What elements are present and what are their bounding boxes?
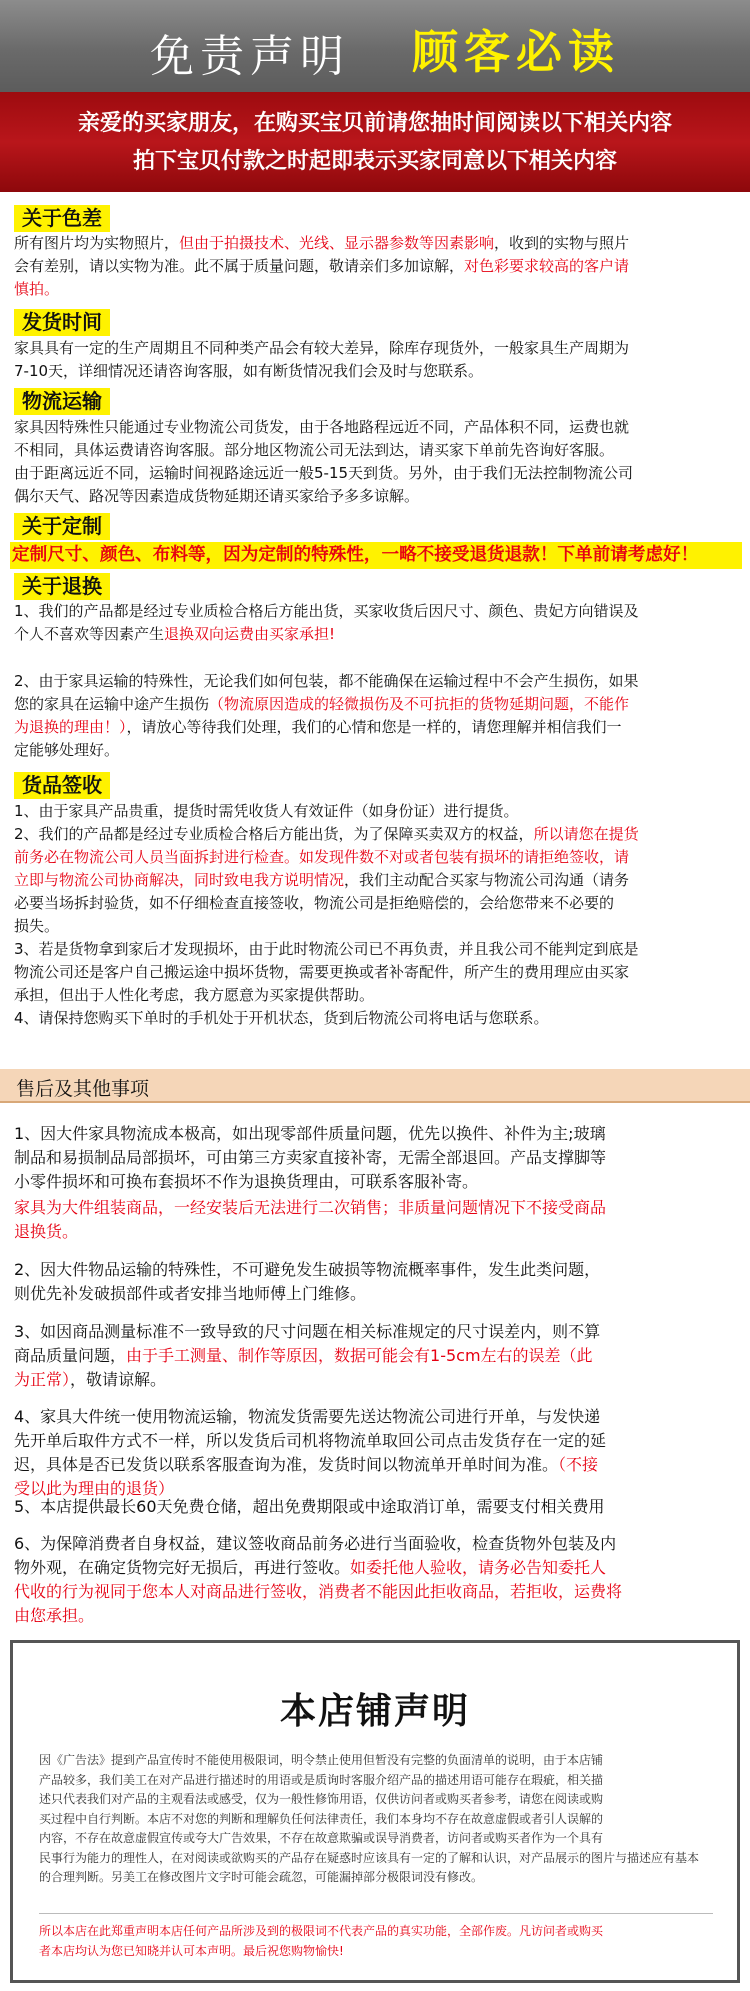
store-line-7: 的合理判断。另美工在修改图片文字时可能会疏忽，可能漏掉部分极限词没有修改。 (39, 1870, 484, 1884)
aftersale-3-line-2: 商品质量问题，由于手工测量、制作等原因，数据可能会有1-5cm左右的误差（此 (14, 1346, 593, 1365)
logistics-line-2: 不相同，具体运费请咨询客服。部分地区物流公司无法到达，请买家下单前先咨询好客服。 (14, 441, 615, 459)
aftersale-notice (14, 1196, 738, 1244)
store-line-4: 买过程中自行判断。本店不对您的判断和理解负任何法律责任，我们本身均不存在故意虚假或者引人误解的 (39, 1811, 604, 1826)
header-must-read-title: 顾客必读 (412, 25, 620, 79)
section-tag-ship: 发货时间 (14, 309, 110, 336)
aftersale-item-1 (14, 1122, 738, 1194)
section-tag-return: 关于退换 (14, 573, 110, 600)
aftersale-4-line-3: 迟，具体是否已发货以联系客服查询为准，发货时间以物流单开单时间为准。（不接 (14, 1455, 599, 1474)
return-p2-line-4: 定能够处理好。 (14, 741, 120, 759)
sign-line-3: 前务必在物流公司人员当面拆封进行检查。如发现件数不对或者包装有损坏的请拒绝签收，请 (14, 848, 630, 866)
intro-line-2: 拍下宝贝付款之时起即表示买家同意以下相关内容 (132, 149, 617, 174)
sign-line-10: 4、请保持您购买下单时的手机处于开机状态，货到后物流公司将电话与您联系。 (14, 1009, 549, 1027)
color-line-1: 所有图片均为实物照片，但由于拍摄技术、光线、显示器参数等因素影响，收到的实物与照片 (14, 234, 630, 252)
store-line-1: 因《广告法》提到产品宣传时不能使用极限词，明令禁止使用但暂没有完整的负面清单的说明，由于本店铺 (39, 1753, 604, 1767)
aftersale-1-line-3: 小零件损坏和可换布套损坏不作为退换货理由，可联系客服补寄。 (14, 1172, 479, 1191)
aftersale-item-5 (14, 1495, 738, 1519)
return-p2-line-1: 2、由于家具运输的特殊性，无论我们如何包装，都不能确保在运输过程中不会产生损伤，如果 (14, 672, 639, 690)
return-p2-line-3: 为退换的理由！），请放心等待我们处理，我们的心情和您是一样的，请您理解并相信我们一 (14, 718, 622, 736)
section-tag-logistics: 物流运输 (14, 388, 110, 415)
store-line-5: 内容，不存在故意虚假宣传或夸大广告效果，不存在故意欺骗或误导消费者，访问者或购买者作为一个具有 (39, 1831, 604, 1845)
sign-line-8: 物流公司还是客户自己搬运途中损坏货物，需要更换或者补寄配件，所产生的费用理应由买家 (14, 963, 630, 981)
section-return-text-2 (14, 670, 738, 762)
intro-line-1: 亲爱的买家朋友，在购买宝贝前请您抽时间阅读以下相关内容 (77, 111, 672, 136)
aftersale-3-line-3: 为正常），敬请谅解。 (14, 1370, 167, 1389)
aftersale-6-line-2: 物外观，在确定货物完好无损后，再进行签收。如委托他人验收，请务必告知委托人 (14, 1558, 607, 1577)
aftersale-6-line-4: 由您承担。 (14, 1606, 95, 1625)
section-sign-text (14, 800, 738, 1030)
section-tag-color: 关于色差 (14, 205, 110, 232)
aftersale-notice-line-2: 退换货。 (14, 1222, 79, 1241)
aftersale-6-line-3: 代收的行为视同于您本人对商品进行签收，消费者不能因此拒收商品，若拒收，运费将 (14, 1582, 623, 1601)
return-p2-line-2: 您的家具在运输中途产生损伤（物流原因造成的轻微损伤及不可抗拒的货物延期问题，不能作 (14, 695, 630, 713)
aftersale-item-6 (14, 1532, 738, 1628)
aftersale-2-line-1: 2、因大件物品运输的特殊性，不可避免发生破损等物流概率事件，发生此类问题， (14, 1260, 601, 1279)
aftersale-4-line-2: 先开单后取件方式不一样，所以发货后司机将物流单取回公司点击发货存在一定的延 (14, 1431, 607, 1450)
header-disclaimer-title: 免责声明 (150, 31, 350, 82)
logistics-line-1: 家具因特殊性只能通过专业物流公司货发，由于各地路程远近不同，产品体积不同，运费也就 (14, 418, 630, 436)
aftersale-1-line-2: 制品和易损制品局部损坏，可由第三方卖家直接补寄，无需全部退回。产品支撑脚等 (14, 1148, 607, 1167)
store-statement-title: 本店铺声明 (279, 1691, 470, 1732)
store-statement-box (10, 1640, 740, 1983)
store-line-6: 民事行为能力的理性人，在对阅读或欲购买的产品存在疑惑时应该具有一定的了解和认识，对产品展示的图片与描述应有基本 (39, 1850, 700, 1865)
ship-line-1: 家具具有一定的生产周期且不同种类产品会有较大差异，除库存现货外，一般家具生产周期为 (14, 339, 630, 357)
aftersale-item-3 (14, 1320, 738, 1392)
aftersale-5-line-1: 5、本店提供最长60天免费仓储，超出免费期限或中途取消订单，需要支付相关费用 (14, 1497, 605, 1516)
color-line-2: 会有差别，请以实物为准。此不属于质量问题，敬请亲们多加谅解，对色彩要求较高的客户请 (14, 257, 630, 275)
aftersale-2-line-2: 则优先补发破损部件或者安排当地师傅上门维修。 (14, 1284, 367, 1303)
store-footer-line-2: 者本店均认为您已知晓并认可本声明。最后祝您购物愉快! (39, 1944, 344, 1958)
aftersale-1-line-1: 1、因大件家具物流成本极高，如出现零部件质量问题，优先以换件、补件为主;玻璃 (14, 1124, 606, 1143)
sign-line-4: 立即与物流公司协商解决，同时致电我方说明情况，我们主动配合买家与物流公司沟通（请务 (14, 871, 630, 889)
section-tag-custom: 关于定制 (14, 513, 110, 540)
sign-line-1: 1、由于家具产品贵重，提货时需凭收货人有效证件（如身份证）进行提货。 (14, 802, 519, 820)
store-footer-line-1: 所以本店在此郑重声明本店任何产品所涉及到的极限词不代表产品的真实功能，全部作废。凡访问者或购买 (39, 1924, 604, 1938)
aftersale-4-line-4: 受以此为理由的退货） (14, 1479, 175, 1498)
sign-line-9: 承担，但出于人性化考虑，我方愿意为买家提供帮助。 (14, 986, 375, 1004)
aftersale-6-line-1: 6、为保障消费者自身权益，建议签收商品前务必进行当面验收，检查货物外包装及内 (14, 1534, 617, 1553)
aftersale-item-2 (14, 1258, 738, 1306)
store-statement-footer (39, 1921, 719, 1961)
logistics-line-3: 由于距离远近不同，运输时间视路途远近一般5-15天到货。另外，由于我们无法控制物流公司 (14, 464, 634, 482)
sign-line-6: 损失。 (14, 917, 60, 935)
sign-line-5: 必要当场拆封验货，如不仔细检查直接签收，物流公司是拒绝赔偿的，会给您带来不必要的 (14, 894, 615, 912)
aftersale-title: 售后及其他事项 (16, 1078, 150, 1100)
intro-banner (0, 92, 750, 192)
return-p1-line-1: 1、我们的产品都是经过专业质检合格后方能出货，买家收货后因尺寸、颜色、贵妃方向错误及 (14, 602, 639, 620)
logistics-line-4: 偶尔天气、路况等因素造成货物延期还请买家给予多多谅解。 (14, 487, 420, 505)
store-line-2: 产品较多，我们美工在对产品进行描述时的用语或是质询时客服介绍产品的描述用语可能存在瑕疵，相关描 (39, 1772, 604, 1787)
return-p1-line-2: 个人不喜欢等因素产生退换双向运费由买家承担! (14, 625, 336, 643)
sign-line-2: 2、我们的产品都是经过专业质检合格后方能出货，为了保障买卖双方的权益，所以请您在提货 (14, 825, 639, 843)
section-tag-sign: 货品签收 (14, 772, 110, 799)
header-banner (0, 0, 750, 92)
section-return-text (14, 600, 738, 646)
store-statement-text (39, 1751, 719, 1888)
aftersale-notice-line-1: 家具为大件组装商品，一经安装后无法进行二次销售；非质量问题情况下不接受商品 (14, 1198, 607, 1217)
section-ship-text (14, 337, 738, 383)
section-color-text (14, 232, 738, 301)
aftersale-4-line-1: 4、家具大件统一使用物流运输，物流发货需要先送达物流公司进行开单，与发快递 (14, 1407, 601, 1426)
aftersale-header-bar (0, 1069, 750, 1103)
custom-highlight: 定制尺寸、颜色、布料等，因为定制的特殊性，一略不接受退货退款！下单前请考虑好！ (10, 542, 742, 569)
sign-line-7: 3、若是货物拿到家后才发现损坏，由于此时物流公司已不再负责，并且我公司不能判定到底是 (14, 940, 639, 958)
aftersale-item-4 (14, 1405, 738, 1501)
section-logistics-text (14, 416, 738, 508)
aftersale-3-line-1: 3、如因商品测量标准不一致导致的尺寸问题在相关标准规定的尺寸误差内，则不算 (14, 1322, 601, 1341)
color-line-3: 慎拍。 (14, 280, 60, 298)
store-statement-divider (39, 1913, 713, 1914)
store-line-3: 述只代表我们对产品的主观看法或感受，仅为一般性修饰用语，仅供访问者或购买者参考，请您在阅读或购 (39, 1792, 604, 1806)
ship-line-2: 7-10天，详细情况还请咨询客服，如有断货情况我们会及时与您联系。 (14, 362, 484, 380)
